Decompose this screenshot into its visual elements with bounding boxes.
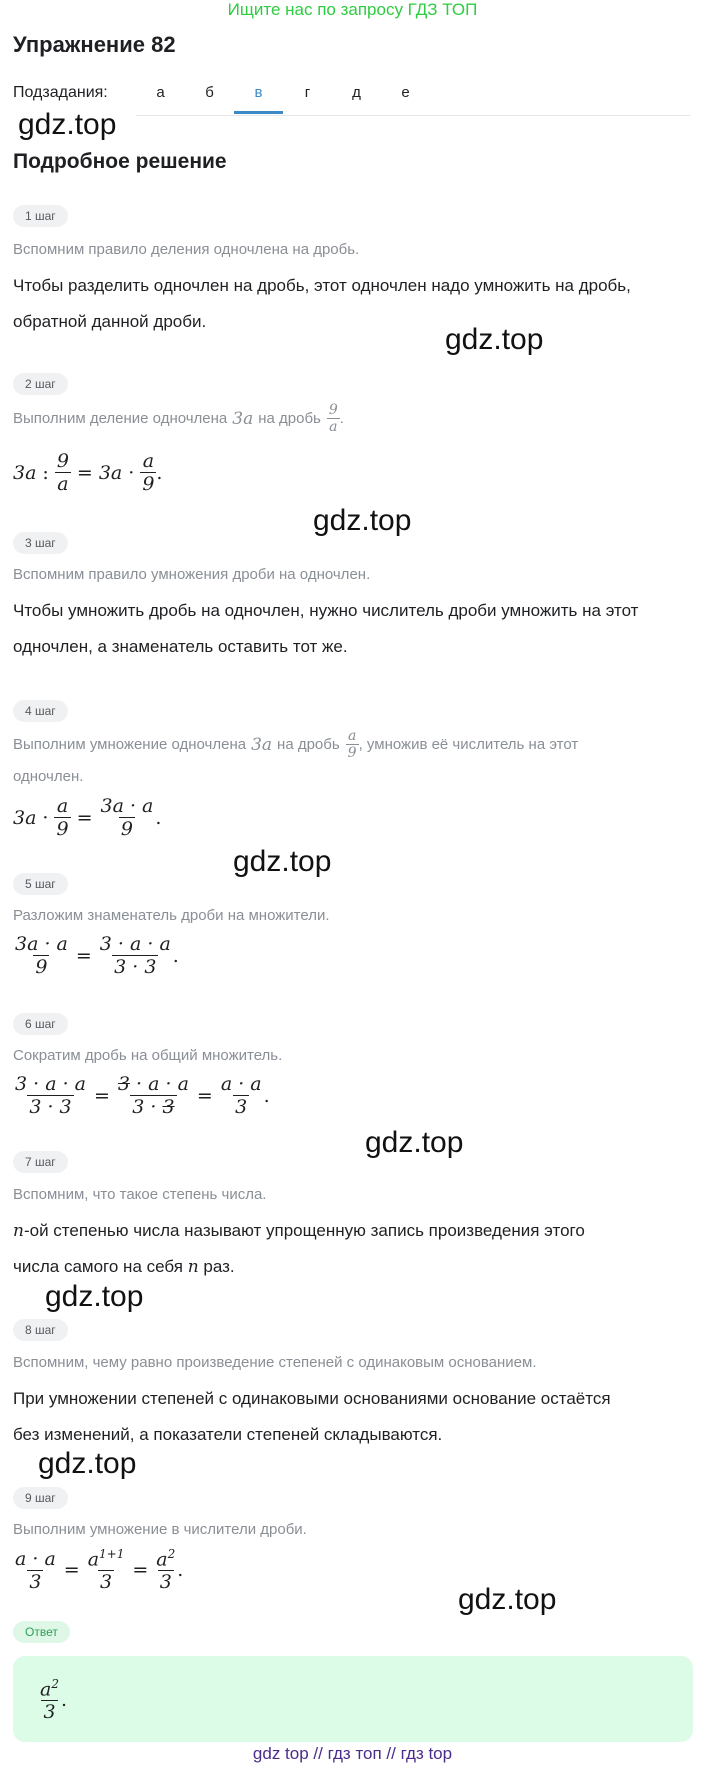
equation: 3a : $\frac{9}{a}$ = 3a · $\frac{a}{9}$ . — [13, 450, 163, 495]
step-hint: одночлен. — [13, 768, 84, 785]
hint-text: на дробь — [277, 736, 340, 753]
watermark: gdz.top — [313, 504, 412, 537]
hint-fraction: $\frac{a}{9}$ — [347, 728, 357, 761]
page-title: Упражнение 82 — [13, 32, 176, 57]
watermark: gdz.top — [45, 1280, 144, 1313]
answer-equation: $\frac{a^2}{3}$ . — [40, 1677, 68, 1724]
step-badge: 4 шаг — [13, 700, 68, 722]
text-part: числа самого на себя — [13, 1257, 183, 1276]
step-hint: Выполним умножение в числители дроби. — [13, 1521, 307, 1538]
step-text-line: Чтобы разделить одночлен на дробь, этот одночлен надо умножить на дробь, — [13, 276, 631, 295]
step-text-line: одночлен, а знаменатель оставить тот же. — [13, 637, 348, 656]
hint-fraction: $\frac{9}{a}$ — [328, 402, 338, 435]
subtasks-label: Подзадания: — [13, 84, 108, 101]
tab-e[interactable]: е — [401, 84, 410, 101]
equation: $\frac{a \cdot a}{3}$ = $\frac{a^{1+1}}{3}$ = $\frac{a^2}{3}$ . — [15, 1547, 184, 1594]
text-part: раз. — [203, 1257, 235, 1276]
solution-heading: Подробное решение — [13, 150, 227, 173]
step-text-line: без изменений, а показатели степеней складываются. — [13, 1425, 443, 1444]
equation: $\frac{3a \cdot a}{9}$ = $\frac{3 \cdot a \cdot a}{3 \cdot 3}$ . — [15, 933, 179, 978]
equation: $\frac{3 \cdot a \cdot a}{3 \cdot 3}$ = $\frac{3 \cdot a \cdot a}{3 \cdot 3}$ = $\frac{a \cdot a}{3}$ . — [15, 1073, 270, 1118]
step-text-line: числа самого на себя n раз. — [13, 1257, 235, 1277]
tab-d[interactable]: д — [352, 84, 361, 101]
hint-text: Выполним умножение одночлена — [13, 736, 247, 753]
tab-g[interactable]: г — [304, 84, 311, 101]
watermark: gdz.top — [233, 845, 332, 878]
tabs-divider — [136, 115, 690, 116]
tab-v[interactable]: в — [234, 84, 283, 114]
tab-b[interactable]: б — [205, 84, 214, 101]
step-badge: 8 шаг — [13, 1319, 68, 1341]
answer-box — [13, 1656, 693, 1742]
step-badge: 7 шаг — [13, 1151, 68, 1173]
subtask-tabs — [136, 84, 430, 114]
watermark: gdz.top — [18, 108, 117, 141]
step-badge: 1 шаг — [13, 205, 68, 227]
step-hint: Вспомним, что такое степень числа. — [13, 1186, 267, 1203]
step-hint: Вспомним правило деления одночлена на дробь. — [13, 241, 360, 258]
step-text-line: n-ой степенью числа называют упрощенную запись произведения этого — [13, 1221, 585, 1241]
watermark: gdz.top — [365, 1126, 464, 1159]
hint-text: , умножив её числитель на этот — [358, 736, 579, 753]
step-badge: 9 шаг — [13, 1487, 68, 1509]
hint-math: 3a — [251, 734, 273, 755]
step-badge: 2 шаг — [13, 373, 68, 395]
text-part: -ой степенью числа называют упрощенную запись произведения этого — [23, 1221, 585, 1240]
step-hint: Выполним деление одночлена 3a на дробь $\frac{9}{a}$ . — [13, 402, 344, 435]
step-hint: Вспомним, чему равно произведение степеней с одинаковым основанием. — [13, 1354, 537, 1371]
answer-badge: Ответ — [13, 1621, 70, 1643]
step-hint: Сократим дробь на общий множитель. — [13, 1047, 283, 1064]
hint-text: на дробь — [258, 410, 321, 427]
step-hint: Разложим знаменатель дроби на множители. — [13, 907, 330, 924]
watermark: gdz.top — [38, 1447, 137, 1480]
step-text-line: Чтобы умножить дробь на одночлен, нужно числитель дроби умножить на этот — [13, 601, 639, 620]
step-badge: 5 шаг — [13, 873, 68, 895]
step-hint: Вспомним правило умножения дроби на одночлен. — [13, 566, 371, 583]
footer-links[interactable]: gdz top // гдз топ // гдз top — [252, 1744, 453, 1763]
hint-text: Выполним деление одночлена — [13, 410, 228, 427]
step-text-line: При умножении степеней с одинаковыми основаниями основание остаётся — [13, 1389, 611, 1408]
top-banner: Ищите нас по запросу ГДЗ ТОП — [227, 0, 478, 19]
tab-a[interactable]: а — [156, 84, 165, 101]
watermark: gdz.top — [458, 1583, 557, 1616]
step-badge: 3 шаг — [13, 532, 68, 554]
watermark: gdz.top — [445, 323, 544, 356]
equation: 3a · $\frac{a}{9}$ = $\frac{3a \cdot a}{9}$ . — [13, 795, 162, 840]
hint-math: 3a — [232, 408, 254, 429]
step-hint — [13, 728, 578, 761]
step-text-line: обратной данной дроби. — [13, 312, 207, 331]
step-badge: 6 шаг — [13, 1013, 68, 1035]
